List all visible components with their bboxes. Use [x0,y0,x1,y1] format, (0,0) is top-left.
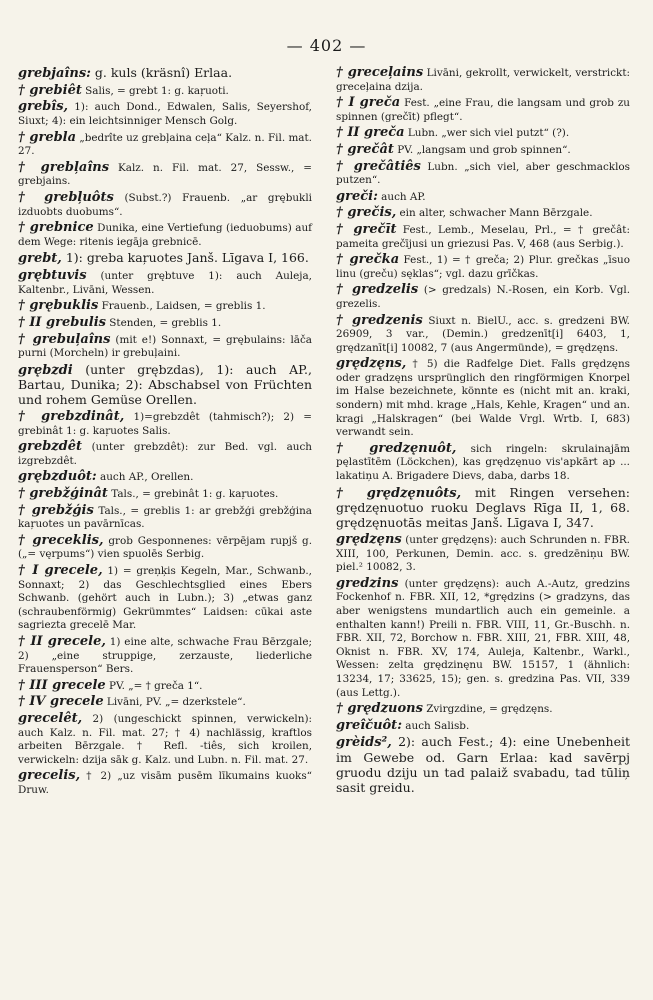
entry-body: (Subst.?) Frauenb. „ar grębukli izduobts duobums“. [18,191,312,218]
dictionary-entry [18,100,312,128]
entry-headword: † gredzenis [336,312,423,328]
entry-body: Dunika, eine Vertiefung (ieduobums) auf dem Wege: ritenis iegāja grebnicē. [18,222,313,248]
entry-headword: grędzęns, [336,356,407,372]
entry-body: Frauenb., Laidsen, = greblis 1. [98,300,266,313]
dictionary-entry [336,533,630,575]
dictionary-entry [18,333,312,361]
entry-headword: grędzęns [336,532,402,548]
dictionary-entry [18,695,312,710]
dictionary-entry [18,534,312,562]
entry-headword: grebt, [18,251,62,267]
dictionary-entry [18,299,312,314]
dictionary-entry [336,96,630,124]
dictionary-entry [336,283,630,311]
entry-body: Zvirgzdine, = grędzęns. [422,703,553,716]
entry-body: Livāni, PV. „= dzerkstele“. [103,696,246,709]
entry-body: 2): auch Fest.; 4): eine Unebenheit im Gewebe od. Garn Erlaa: kad savērpj gruodu dziju un tad palaiž svabadu, tad tūliņ sasit greidu. [336,734,630,795]
entry-headword: † gredzelis [336,282,419,298]
entry-headword: † grebļuôts [18,189,114,205]
entry-headword: grebîs, [18,99,69,115]
entry-headword: † II grebulis [18,314,106,330]
dictionary-entry [336,719,630,734]
entry-headword: greči: [336,188,378,204]
entry-headword: † III grecele [18,677,106,693]
dictionary-entry [18,470,312,485]
dictionary-entry [18,84,312,99]
entry-headword: † I grecele, [18,563,103,579]
dictionary-entry [336,190,630,205]
entry-headword: † grebnice [18,220,94,236]
entry-body: 1): greba kaŗuotes Janš. Līgava I, 166. [61,250,309,266]
entry-headword: grębzduôt: [18,469,97,485]
dictionary-entry [18,66,312,82]
dictionary-entry [336,253,630,281]
entry-headword: † grebžģinât [18,486,108,502]
dictionary-entry [336,66,630,94]
dictionary-entry [18,131,312,159]
entry-headword: grecelêt, [18,710,83,726]
dictionary-entry [18,363,312,408]
entry-headword: † grebļaîns [18,159,110,175]
entry-headword: greîčuôt: [336,717,402,733]
entry-body: (unter grebzdêt): zur Bed. vgl. auch izgrebzdêt. [18,441,312,467]
entry-headword: grębzdi [18,362,73,378]
dictionary-entry [336,735,630,795]
entry-headword: † grečīt [336,221,397,237]
dictionary-entry [18,635,312,677]
dictionary-entry [336,143,630,158]
entry-headword: † grębuklis [18,298,99,314]
entry-headword: † grebiêt [18,82,82,98]
entry-headword: † II grecele, [18,633,106,649]
entry-body: Livāni, gekrollt, verwickelt, verstrickt: greceļaina dzija. [336,67,630,93]
entry-body: (unter grębzdas), 1): auch AP., Bartau, Dunika; 2): Abschabsel von Früchten und rohem Gemüse Orellen. [18,361,312,408]
entry-body: (> gredzals) N.-Rosen, ein Korb. Vgl. grezelis. [336,284,630,310]
entry-body: g. kuls (kräsnî) Erlaa. [90,65,233,80]
entry-body: mit Ringen versehen: grędzęnuotuo ruoku Deglavs Rīga II, 1, 68. grędzęnuotās meitas Janš. Līgava I, 347. [336,484,630,531]
entry-body: Stenden, = greblis 1. [105,316,222,329]
entry-body: (unter grędzęns): auch A.-Autz, gredzins Fockenhof n. FBR. XII, 12, *grędzins (> gradzyns, das aber wenigstens mundartlich auch ein gemeinle. a enthalten kann!) Preili n. FBR. VIII, 11, Gr.-Buschh. n. FBR. XII, 72, Borchow n. FBR. XIII, 21, FBR. XIII, 48, Oknist n. FBR. XV, 174, Auleja, Kaltenbr., Warkl., Wessen: zelta grędzinęnu BW. 15157, 1 (ähnlich: 13234, 17; 33625, 15); gen. s. gredzina Pas. VII, 339 (aus Lettg.). [336,577,630,699]
dictionary-entry [18,221,312,249]
dictionary-entry [18,161,312,189]
dictionary-entry [18,410,312,438]
dictionary-entry [18,487,312,502]
dictionary-entry [336,577,630,700]
dictionary-entry [18,269,312,297]
entry-body: Lubn. „sich viel, aber geschmacklos putzen“. [336,160,630,187]
entry-body: Fest. „eine Frau, die langsam und grob zu spinnen (grečīt) pflegt“. [336,97,631,123]
dictionary-entry [18,251,312,267]
entry-body: PV. „= † greča 1“. [105,679,203,692]
dictionary-entry [18,191,312,219]
dictionary-entry [18,679,312,694]
entry-headword: † grebla [18,129,77,145]
entry-headword: † greceļains [336,65,424,80]
dictionary-entry [18,769,312,797]
entry-headword: gredzins [336,575,399,591]
entry-body: (mit e!) Sonnaxt, = grębulains: lāča purni (Morcheln) ir grebuļaini. [18,333,313,360]
entry-body: Lubn. „wer sich viel putzt“ (?). [404,127,570,140]
entry-body: Fest., Lemb., Meselau, Prl., = † grečât: pameita grečījusi un griezusi Pas. V, 468 (aus Serbig.). [336,223,630,250]
entry-headword: † grebzdinât, [18,409,125,425]
entry-body: † 2) „uz visām pusēm līkumains kuoks“ Druw. [18,770,312,796]
dictionary-entry [18,440,312,468]
entry-body: Fest., 1) = † greča; 2) Plur. grečkas „īsuo linu (greču) sęklas“; vgl. dazu grīčkas. [336,254,630,280]
dictionary-entry [336,486,630,531]
entry-body: 1)=grebzdêt (tahmisch?); 2) = grebinât 1: g. kaŗuotes Salis. [18,411,312,437]
entry-body: 2) (ungeschickt spinnen, verwickeln): auch Kalz. n. Fil. mat. 27; † 4) nachlässig, kraftlos arbeiten Bērzgale. † Refl. -tiês, sich kroilen, verwickeln: dzija sāk g. Kalz. und Lubn. n. Fil. mat. 27. [18,712,312,766]
entry-headword: † grędzuons [336,701,423,717]
entry-body: 1): auch Dond., Edwalen, Salis, Seyershof, Siuxt; 4): ein leichtsinniger Mensch Golg. [18,101,312,127]
dictionary-entry [336,206,630,221]
entry-headword: † grečis, [336,205,397,221]
dictionary-entry [18,564,312,633]
entry-body: (unter grędzęns): auch Schrunden n. FBR. XIII, 100, Perkunen, Demin. acc. s. gredzēniņu BW. piel.² 10082, 3. [336,534,630,574]
entry-body: grob Gesponnenes: vērpējam rupjš g. („= vęrpums“) vien spuolēs Serbig. [18,534,313,561]
dictionary-entry [18,504,312,532]
entry-body: Tals., = grebinât 1: g. kaŗuotes. [107,488,279,501]
entry-headword: grecelis, [18,768,81,784]
entry-body: PV. „langsam und grob spinnen“. [393,143,571,156]
dictionary-entry [336,160,630,188]
entry-headword: † I greča [336,95,401,111]
dictionary-entry [336,357,630,440]
entry-body: Kalz. n. Fil. mat. 27, Sessw., = grebjains. [18,161,312,188]
entry-headword: † grečât [336,141,394,157]
entry-headword: † grečâtiês [336,158,421,174]
left-column [18,66,312,800]
entry-body: ein alter, schwacher Mann Bērzgale. [396,207,593,220]
entry-body: Siuxt n. BielU., acc. s. gredzeni BW. 26909, 3 var., (Demin.) gredzenīt[i] 6403, 1, grędzanīt[i] 10082, 7 (aus Angermünde), = grędzęns. [336,314,630,354]
entry-body: auch AP. [377,190,426,203]
dictionary-entry [336,314,630,356]
dictionary-entry [18,316,312,331]
dictionary-entry [336,442,630,484]
entry-headword: † grebuļaîns [18,331,111,347]
entry-body: Tals., = greblis 1: ar grebžģi grebžģina kaŗuotes un pavārnīcas. [18,504,313,531]
entry-body: auch Salisb. [402,719,470,732]
entry-headword: † gredzęnuôt, [336,440,457,456]
entry-headword: † grebžģis [18,502,94,518]
entry-headword: † II greča [336,125,405,141]
dictionary-entry [336,702,630,717]
entry-body: auch AP., Orellen. [96,471,194,484]
page-number: — 402 — [286,36,367,55]
entry-headword: † grečka [336,252,400,268]
entry-body: (unter grębtuve 1): auch Auleja, Kaltenbr., Livāni, Wessen. [18,270,312,296]
entry-body: 1) = greņķis Kegeln, Mar., Schwanb., Sonnaxt; 2) das Geschlechtsglied eines Ebers Schwanb. (gehört auch in Lubn.); 3) „etwas ganz (schraubenförmig) Gekrümmtes“ Laidsen: cūkai aste sagriezta grecelē Mar. [18,565,312,632]
entry-headword: grebzdêt [18,439,83,455]
entry-headword: † IV grecele [18,694,104,710]
entry-body: „bedrîte uz grebļaina ceļa“ Kalz. n. Fil. mat. 27. [18,131,312,158]
dictionary-entry [336,126,630,141]
entry-headword: grębtuvis [18,268,87,284]
entry-body: 1) eine alte, schwache Frau Bērzgale; 2) „eine struppige, zerzauste, liederliche Frauensperson“ Bers. [18,635,312,676]
entry-headword: grèids², [336,735,392,751]
dictionary-entry [18,712,312,767]
entry-headword: grebjaîns: [18,66,91,81]
right-column [336,66,630,798]
entry-body: † 5) die Radfelge Diet. Falls grędzęns oder gradzęns ursprünglich den ringförmigen Knorpel im Halse bezeichnete, könnte es (nicht mit an. kraki, sondern) mit mhd. krage „Hals, Kehle, Kragen“ und an. kragi „Halskragen“ (bei Walde Vrgl. Wrtb. I, 683) verwandt sein. [336,358,630,439]
entry-body: sich ringeln: skrulainajām pęlastītēm (Löckchen), kas grędzęnuo vis'apkārt ap ... lakatiņu A. Brigadere Dievs, daba, darbs 18. [336,442,630,483]
entry-headword: † grędzęnuôts, [336,485,462,501]
entry-body: Salis, = grebt 1: g. kaŗuoti. [81,84,229,97]
dictionary-entry [336,223,630,251]
entry-headword: † greceklis, [18,532,104,548]
